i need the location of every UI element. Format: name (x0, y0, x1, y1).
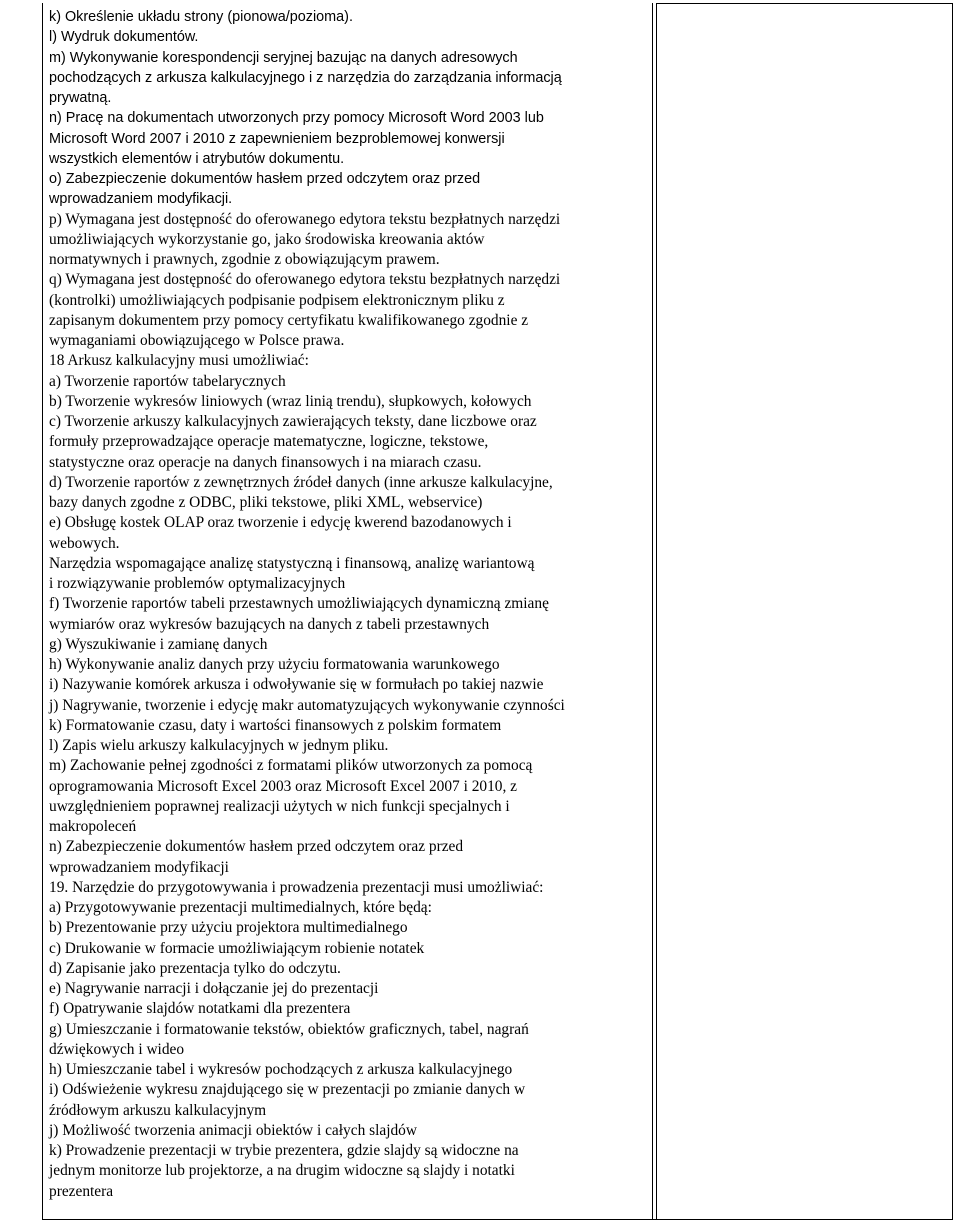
paragraph (49, 108, 649, 169)
paragraph (49, 7, 649, 27)
text-line: 19. Narzędzie do przygotowywania i prowadzenia prezentacji musi umożliwiać: (49, 878, 544, 896)
paragraph (49, 756, 649, 837)
paragraph (49, 675, 649, 695)
paragraph (49, 918, 649, 938)
text-line: (kontrolki) umożliwiających podpisanie podpisem elektronicznym pliku z (49, 291, 505, 309)
paragraph (49, 554, 649, 595)
text-line: źródłowym arkuszu kalkulacyjnym (49, 1101, 267, 1119)
table-border-middle (652, 3, 653, 1220)
text-line: zapisanym dokumentem przy pomocy certyfikatu kwalifikowanego zgodnie z (49, 311, 529, 329)
paragraph (49, 473, 649, 514)
text-line: normatywnych i prawnych, zgodnie z obowiązującym prawem. (49, 251, 440, 268)
paragraph (49, 1121, 649, 1141)
text-line: a) Tworzenie raportów tabelarycznych (49, 372, 286, 390)
text-line: q) Wymagana jest dostępność do oferowanego edytora tekstu bezpłatnych narzędzi (49, 271, 561, 289)
text-line: g) Umieszczanie i formatowanie tekstów, obiektów graficznych, tabel, nagrań (49, 1020, 529, 1038)
text-line: c) Drukowanie w formacie umożliwiającym robienie notatek (49, 939, 425, 957)
text-line: bazy danych zgodne z ODBC, pliki tekstowe, pliki XML, webservice) (49, 494, 483, 511)
table-border-left (42, 3, 43, 1220)
text-line: prywatną. (49, 90, 112, 106)
text-line: oprogramowania Microsoft Excel 2003 oraz Microsoft Excel 2007 i 2010, z (49, 777, 518, 795)
text-line: Narzędzia wspomagające analizę statystyczną i finansową, analizę wariantową (49, 554, 535, 572)
text-line: prezentera (49, 1182, 114, 1200)
text-line: p) Wymagana jest dostępność do oferowanego edytora tekstu bezpłatnych narzędzi (49, 210, 561, 228)
paragraph (49, 898, 649, 918)
text-line: k) Prowadzenie prezentacji w trybie prezentera, gdzie slajdy są widoczne na (49, 1142, 519, 1159)
paragraph (49, 392, 649, 412)
text-line: g) Wyszukiwanie i zamianę danych (49, 635, 268, 653)
text-line: b) Prezentowanie przy użyciu projektora multimedialnego (49, 919, 408, 937)
paragraph (49, 210, 649, 271)
text-line: f) Opatrywanie slajdów notatkami dla prezentera (49, 1000, 351, 1018)
text-line: umożliwiających wykorzystanie go, jako środowiska kreowania aktów (49, 230, 485, 248)
paragraph (49, 655, 649, 675)
text-line: h) Wykonywanie analiz danych przy użyciu formatowania warunkowego (49, 656, 500, 673)
table-border-middle-inner (656, 3, 657, 1220)
text-line: k) Formatowanie czasu, daty i wartości finansowych z polskim formatem (49, 716, 502, 734)
text-line: l) Wydruk dokumentów. (49, 29, 199, 46)
text-line: formuły przeprowadzające operacje matematyczne, logiczne, tekstowe, (49, 433, 489, 451)
text-line: wszystkich elementów i atrybutów dokumentu. (49, 150, 345, 167)
text-line: k) Określenie układu strony (pionowa/pozioma). (49, 9, 353, 25)
text-line: j) Nagrywanie, tworzenie i edycję makr automatyzujących wykonywanie czynności (49, 696, 565, 714)
text-line: n) Zabezpieczenie dokumentów hasłem przed odczytem oraz przed (49, 838, 464, 856)
paragraph (49, 716, 649, 736)
paragraph (49, 270, 649, 351)
text-line: j) Możliwość tworzenia animacji obiektów i całych slajdów (49, 1121, 417, 1139)
text-line: c) Tworzenie arkuszy kalkulacyjnych zawierających teksty, dane liczbowe oraz (49, 413, 537, 430)
text-line: i rozwiązywanie problemów optymalizacyjnych (49, 575, 346, 592)
text-line: l) Zapis wielu arkuszy kalkulacyjnych w jednym pliku. (49, 737, 389, 754)
paragraph (49, 736, 649, 756)
text-line: wprowadzaniem modyfikacji. (49, 191, 233, 208)
table-border-bottom (42, 1219, 953, 1220)
text-line: a) Przygotowywanie prezentacji multimedialnych, które będą: (49, 899, 432, 916)
paragraph (49, 351, 649, 371)
paragraph (49, 959, 649, 979)
paragraph (49, 1141, 649, 1202)
paragraph (49, 837, 649, 878)
paragraph (49, 372, 649, 392)
paragraph (49, 48, 649, 109)
text-line: b) Tworzenie wykresów liniowych (wraz linią trendu), słupkowych, kołowych (49, 392, 532, 410)
text-line: makropoleceń (49, 818, 137, 835)
text-line: i) Odświeżenie wykresu znajdującego się w prezentacji po zmianie danych w (49, 1081, 526, 1099)
text-line: jednym monitorze lub projektorze, a na drugim widoczne są slajdy i notatki (49, 1162, 515, 1180)
text-line: o) Zabezpieczenie dokumentów hasłem przed odczytem oraz przed (49, 171, 481, 187)
text-line: pochodzących z arkusza kalkulacyjnego i z narzędzia do zarządzania informacją (49, 69, 562, 86)
paragraph (49, 594, 649, 635)
text-line: webowych. (49, 534, 120, 552)
text-line: i) Nazywanie komórek arkusza i odwoływanie się w formułach po takiej nazwie (49, 676, 544, 694)
paragraph (49, 979, 649, 999)
text-line: statystyczne oraz operacje na danych finansowych i na miarach czasu. (49, 453, 482, 471)
paragraph (49, 513, 649, 554)
paragraph (49, 1060, 649, 1080)
text-line: dźwiękowych i wideo (49, 1040, 185, 1058)
text-line: wprowadzaniem modyfikacji (49, 858, 229, 876)
text-line: e) Obsługę kostek OLAP oraz tworzenie i edycję kwerend bazodanowych i (49, 514, 512, 532)
paragraph (49, 999, 649, 1019)
paragraph (49, 1080, 649, 1121)
paragraph (49, 27, 649, 47)
paragraph (49, 635, 649, 655)
paragraph (49, 878, 649, 898)
text-line: d) Zapisanie jako prezentacja tylko do odczytu. (49, 959, 341, 977)
paragraph (49, 939, 649, 959)
document-text-column (49, 7, 649, 1202)
text-line: 18 Arkusz kalkulacyjny musi umożliwiać: (49, 352, 309, 370)
table-border-right (952, 3, 953, 1220)
text-line: n) Pracę na dokumentach utworzonych przy pomocy Microsoft Word 2003 lub (49, 110, 544, 127)
text-line: e) Nagrywanie narracji i dołączanie jej do prezentacji (49, 980, 379, 997)
text-line: d) Tworzenie raportów z zewnętrznych źródeł danych (inne arkusze kalkulacyjne, (49, 473, 553, 491)
text-line: Microsoft Word 2007 i 2010 z zapewnieniem bezproblemowej konwersji (49, 130, 505, 147)
text-line: h) Umieszczanie tabel i wykresów pochodzących z arkusza kalkulacyjnego (49, 1061, 513, 1078)
text-line: wymaganiami obowiązującego w Polsce prawa. (49, 332, 345, 349)
paragraph (49, 169, 649, 210)
paragraph (49, 696, 649, 716)
text-line: wymiarów oraz wykresów bazujących na danych z tabeli przestawnych (49, 615, 490, 633)
text-line: m) Zachowanie pełnej zgodności z formatami plików utworzonych za pomocą (49, 757, 533, 775)
text-line: m) Wykonywanie korespondencji seryjnej bazując na danych adresowych (49, 49, 518, 66)
paragraph (49, 412, 649, 473)
text-line: uwzględnieniem poprawnej realizacji użytych w nich funkcji specjalnych i (49, 797, 510, 815)
paragraph (49, 1020, 649, 1061)
text-line: f) Tworzenie raportów tabeli przestawnych umożliwiających dynamiczną zmianę (49, 595, 549, 613)
table-border-top-right (656, 3, 953, 4)
